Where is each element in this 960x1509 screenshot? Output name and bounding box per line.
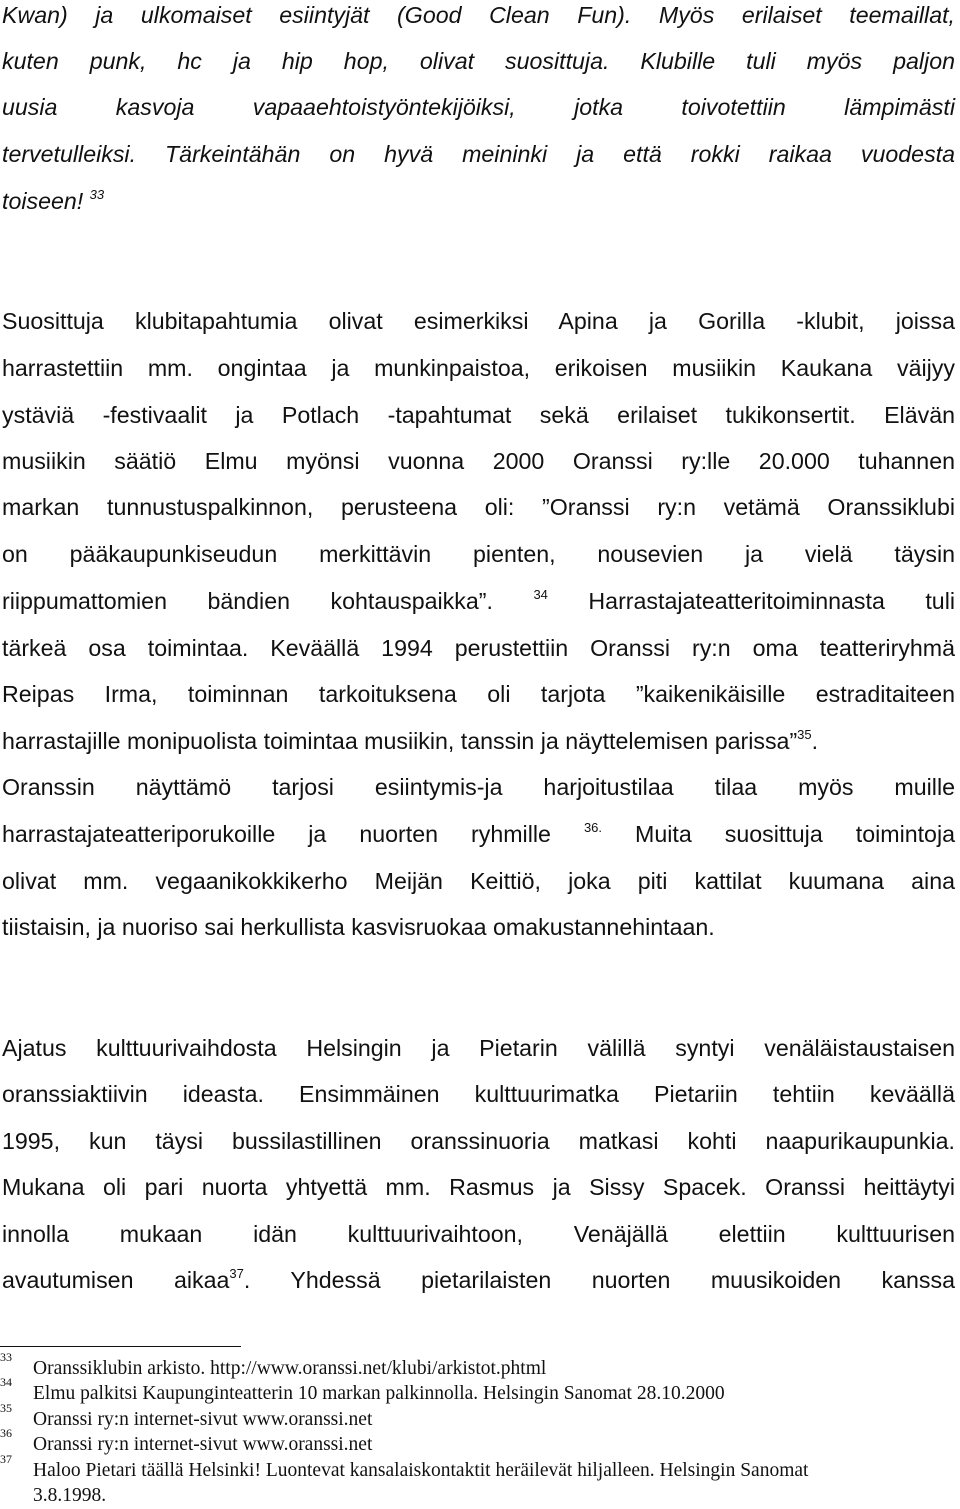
body-text-line — [2, 586, 955, 616]
body-text-line — [2, 726, 955, 756]
footnote-ref: 37 — [229, 1266, 244, 1281]
body-text-line: on pääkaupunkiseudun merkittävin pienten, nousevien ja vielä täysin — [2, 541, 955, 567]
body-text-line: Ajatus kulttuurivaihdosta Helsingin ja Pietarin välillä syntyi venäläistaustaisen — [2, 1035, 955, 1061]
footnote-text: Haloo Pietari täällä Helsinki! Luontevat kansalaiskontaktit heräilevät hiljalleen. Helsingin Sanomat — [33, 1460, 809, 1481]
body-text-line: kuten punk, hc ja hip hop, olivat suosittuja. Klubille tuli myös paljon — [2, 48, 955, 74]
body-text-line: harrastettiin mm. ongintaa ja munkinpaistoa, erikoisen musiikin Kaukana väijyy — [2, 355, 955, 381]
body-text-line: uusia kasvoja vapaaehtoistyöntekijöiksi, jotka toivotettiin lämpimästi — [2, 94, 955, 120]
body-text-line — [2, 186, 955, 216]
body-text-line — [2, 1265, 955, 1295]
footnote-ref: 33 — [89, 187, 105, 202]
body-text-line: markan tunnustuspalkinnon, perusteena oli: ”Oranssi ry:n vetämä Oranssiklubi — [2, 494, 955, 520]
body-text-line: Mukana oli pari nuorta yhtyettä mm. Rasmus ja Sissy Spacek. Oranssi heittäytyi — [2, 1174, 955, 1200]
body-text-line: Oranssin näyttämö tarjosi esiintymis-ja harjoitustilaa tilaa myös muille — [2, 774, 955, 800]
body-text: . — [811, 728, 819, 754]
body-text-line: ystäviä -festivaalit ja Potlach -tapahtumat sekä erilaiset tukikonsertit. Elävän — [2, 402, 955, 428]
body-text-line: tärkeä osa toimintaa. Keväällä 1994 perustettiin Oranssi ry:n oma teatteriryhmä — [2, 635, 955, 661]
footnote-number: 37 — [0, 1452, 12, 1466]
body-text: . Yhdessä pietarilaisten nuorten muusikoiden kanssa — [243, 1267, 955, 1293]
footnote-number: 36 — [0, 1426, 12, 1440]
body-text: toiseen! — [2, 188, 84, 214]
footnote-text: Oranssi ry:n internet-sivut www.oranssi.net — [33, 1434, 373, 1455]
body-text-line: Kwan) ja ulkomaiset esiintyjät (Good Clean Fun). Myös erilaiset teemaillat, — [2, 2, 955, 28]
body-text-line: musiikin säätiö Elmu myönsi vuonna 2000 Oranssi ry:lle 20.000 tuhannen — [2, 448, 955, 474]
footnote-text: Oranssiklubin arkisto. http://www.oranssi.net/klubi/arkistot.phtml — [33, 1358, 547, 1379]
body-text-line: olivat mm. vegaanikokkikerho Meijän Keittiö, joka piti kattilat kuumana aina — [2, 868, 955, 894]
body-text-line — [2, 819, 955, 849]
body-text-line: 1995, kun täysi bussilastillinen oranssinuoria matkasi kohti naapurikaupunkia. — [2, 1128, 955, 1154]
footnote-separator — [0, 1346, 241, 1347]
body-text-line: innolla mukaan idän kulttuurivaihtoon, Venäjällä elettiin kulttuurisen — [2, 1221, 955, 1247]
body-text-line: Suosittuja klubitapahtumia olivat esimerkiksi Apina ja Gorilla -klubit, joissa — [2, 308, 955, 334]
body-text: harrastajille monipuolista toimintaa musiikin, tanssin ja näyttelemisen parissa” — [2, 728, 798, 754]
body-text: avautumisen aikaa — [2, 1267, 230, 1293]
body-text: Harrastajateatteritoiminnasta tuli — [588, 588, 955, 614]
body-text: Muita suosittuja toimintoja — [635, 821, 955, 847]
footnote-number: 34 — [0, 1375, 12, 1389]
footnote-number: 33 — [0, 1350, 12, 1364]
footnote-text: Elmu palkitsi Kaupunginteatterin 10 markan palkinnolla. Helsingin Sanomat 28.10.2000 — [33, 1383, 725, 1404]
body-text-line: tervetulleiksi. Tärkeintähän on hyvä meininki ja että rokki raikaa vuodesta — [2, 141, 955, 167]
body-text-line: oranssiaktiivin ideasta. Ensimmäinen kulttuurimatka Pietariin tehtiin keväällä — [2, 1081, 955, 1107]
footnote-ref: 34 — [533, 587, 548, 602]
footnote-number: 35 — [0, 1401, 12, 1415]
footnote-ref: 35 — [797, 727, 812, 742]
footnote-text: 3.8.1998. — [33, 1485, 107, 1506]
footnote-text: Oranssi ry:n internet-sivut www.oranssi.net — [33, 1409, 373, 1430]
body-text: riippumattomien bändien kohtauspaikka”. — [2, 588, 493, 614]
body-text-line: Reipas Irma, toiminnan tarkoituksena oli tarjota ”kaikenikäisille estraditaiteen — [2, 681, 955, 707]
body-text-line: tiistaisin, ja nuoriso sai herkullista kasvisruokaa omakustannehintaan. — [2, 914, 715, 940]
footnote-ref: 36. — [583, 820, 603, 835]
body-text: harrastajateatteriporukoille ja nuorten ryhmille — [2, 821, 551, 847]
